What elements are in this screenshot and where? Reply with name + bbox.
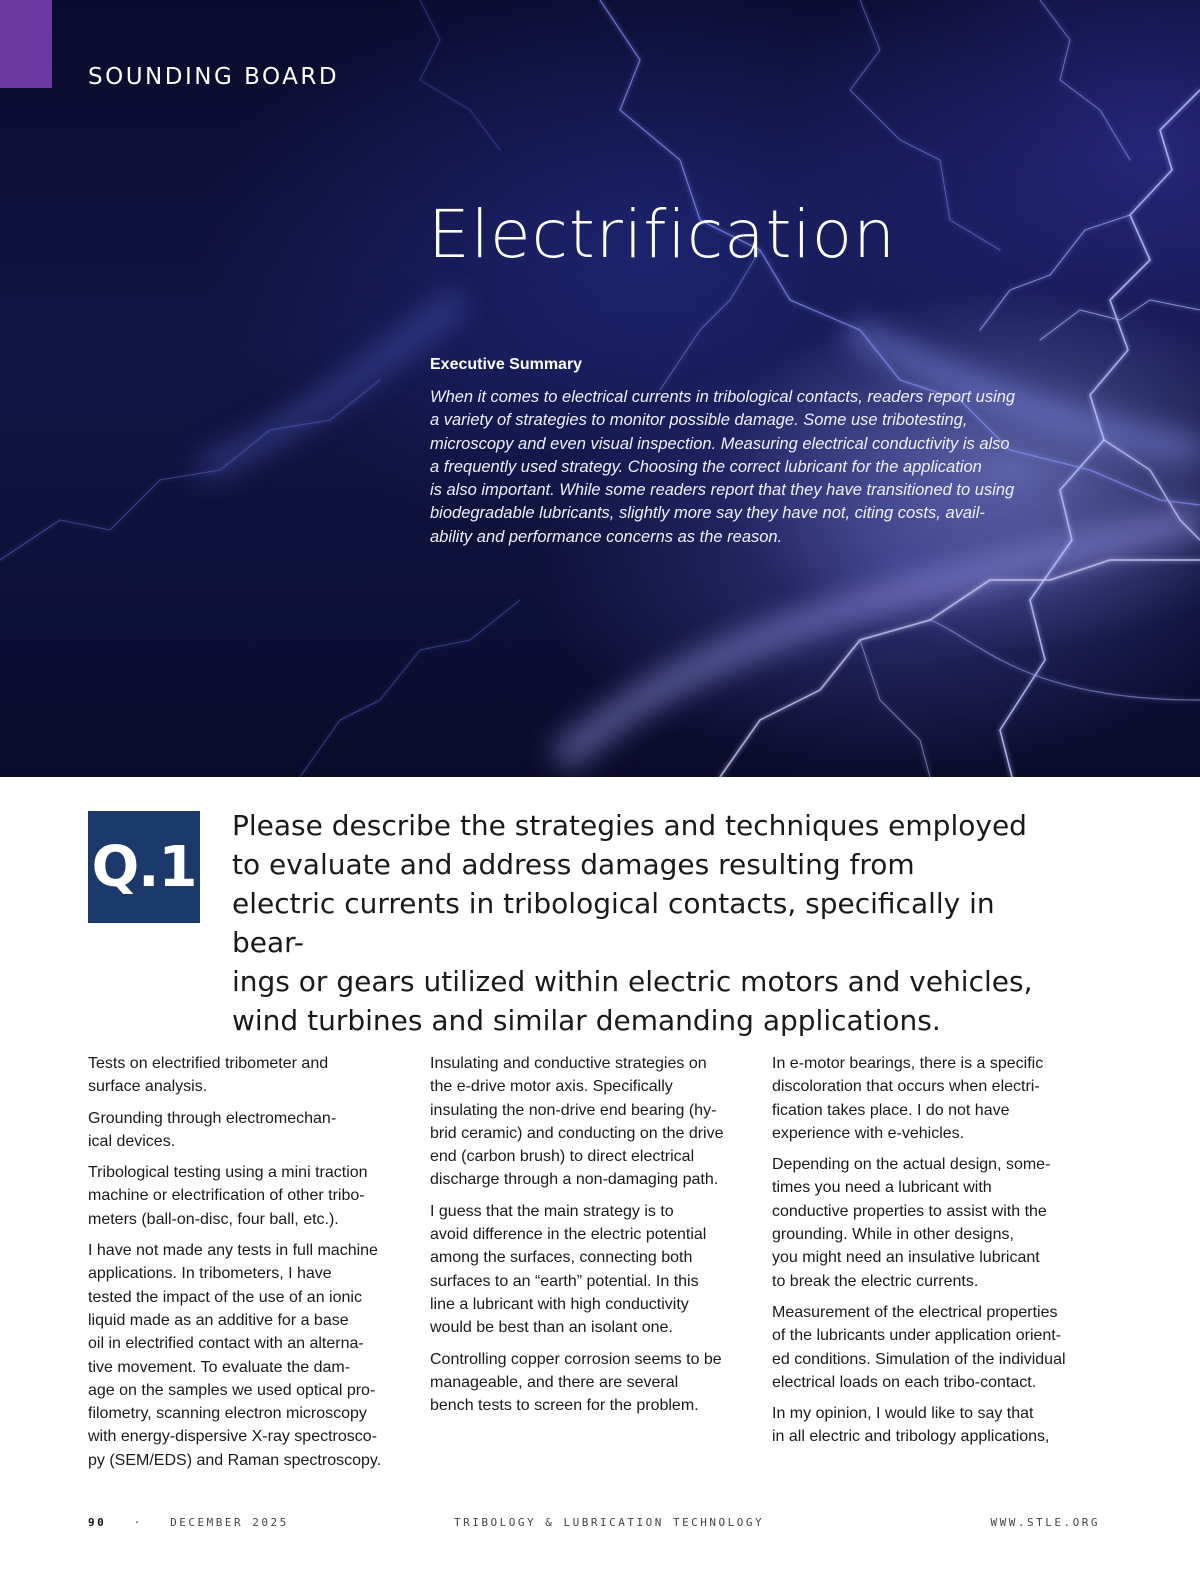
answer-paragraph: I guess that the main strategy is to avoid difference in the electric potential among the surfaces, connecting both surfaces to an “earth” potential. In this line a lubricant with high conductivity would be best than an isolant one. bbox=[430, 1202, 707, 1337]
issue-date: DECEMBER 2025 bbox=[170, 1516, 289, 1529]
footer-separator: · bbox=[133, 1516, 143, 1529]
answer-paragraph: Depending on the actual design, some- times you need a lubricant with conductive properties to assist with the grounding. While in other designs, you might need an insulative lubricant to break the electric currents. bbox=[772, 1156, 1051, 1290]
answer-column-2 bbox=[430, 1052, 750, 1425]
answer-paragraph: Tribological testing using a mini traction machine or electrification of other tribo- meters (ball-on-disc, four ball, etc.). bbox=[88, 1164, 368, 1228]
answer-column-1 bbox=[88, 1052, 408, 1480]
page-number: 90 bbox=[88, 1516, 107, 1529]
answer-paragraph: I have not made any tests in full machine applications. In tribometers, I have tested the impact of the use of an ionic liquid made as an additive for a base oil in electrified contact with an alterna- tive movement. To evaluate the dam- age on the samples we used optical pro- filometry, scanning electron microscopy with energy-dispersive X-ray spectrosco- py (SEM/EDS) and Raman spectroscopy. bbox=[88, 1242, 382, 1469]
website-url: WWW.STLE.ORG bbox=[990, 1516, 1100, 1529]
footer-page-info bbox=[88, 1516, 289, 1529]
answer-paragraph: In my opinion, I would like to say that in all electric and tribology applications, bbox=[772, 1405, 1050, 1446]
answer-column-3 bbox=[772, 1052, 1092, 1457]
answer-paragraph: In e-motor bearings, there is a specific discoloration that occurs when electri- fication takes place. I do not have experience with e-vehicles. bbox=[772, 1055, 1044, 1142]
question-text: Please describe the strategies and techniques employed to evaluate and address damages resulting from electric currents in tribological contacts, specifically in bear- ings or gears utilized within electric motors and vehicles, wind turbines and similar demanding applications. bbox=[232, 809, 1033, 1037]
answer-paragraph: Insulating and conductive strategies on the e-drive motor axis. Specifically insulating the non-drive end bearing (hy- brid ceramic) and conducting on the drive end (carbon brush) to direct electrical discharge through a non-damaging path. bbox=[430, 1055, 724, 1189]
question-number-badge: Q.1 bbox=[88, 811, 200, 923]
section-label: SOUNDING BOARD bbox=[88, 64, 340, 90]
executive-summary-text: When it comes to electrical currents in tribological contacts, readers report using a variety of strategies to monitor possible damage. Some use tribotesting, microscopy and even visual inspection. Measuring electrical conductivity is also a frequently used strategy. Choosing the correct lubricant for the application is also important. While some readers report that they have transitioned to using biodegradable lubricants, slightly more say they have not, citing costs, avail- ability and performance concerns as the reason. bbox=[430, 388, 1016, 546]
executive-summary-heading: Executive Summary bbox=[430, 356, 583, 373]
hero-banner bbox=[0, 0, 1200, 777]
answer-paragraph: Measurement of the electrical properties of the lubricants under application orient- ed conditions. Simulation of the individual electrical loads on each tribo-contact. bbox=[772, 1303, 1066, 1391]
publication-name: TRIBOLOGY & LUBRICATION TECHNOLOGY bbox=[454, 1516, 765, 1529]
article-title: Electrification bbox=[428, 196, 897, 273]
answer-paragraph: Grounding through electromechan- ical devices. bbox=[88, 1109, 337, 1150]
answer-paragraph: Controlling copper corrosion seems to be manageable, and there are several bench tests to screen for the problem. bbox=[430, 1350, 722, 1415]
section-accent-bar bbox=[0, 0, 52, 88]
answer-paragraph: Tests on electrified tribometer and surface analysis. bbox=[88, 1055, 329, 1096]
